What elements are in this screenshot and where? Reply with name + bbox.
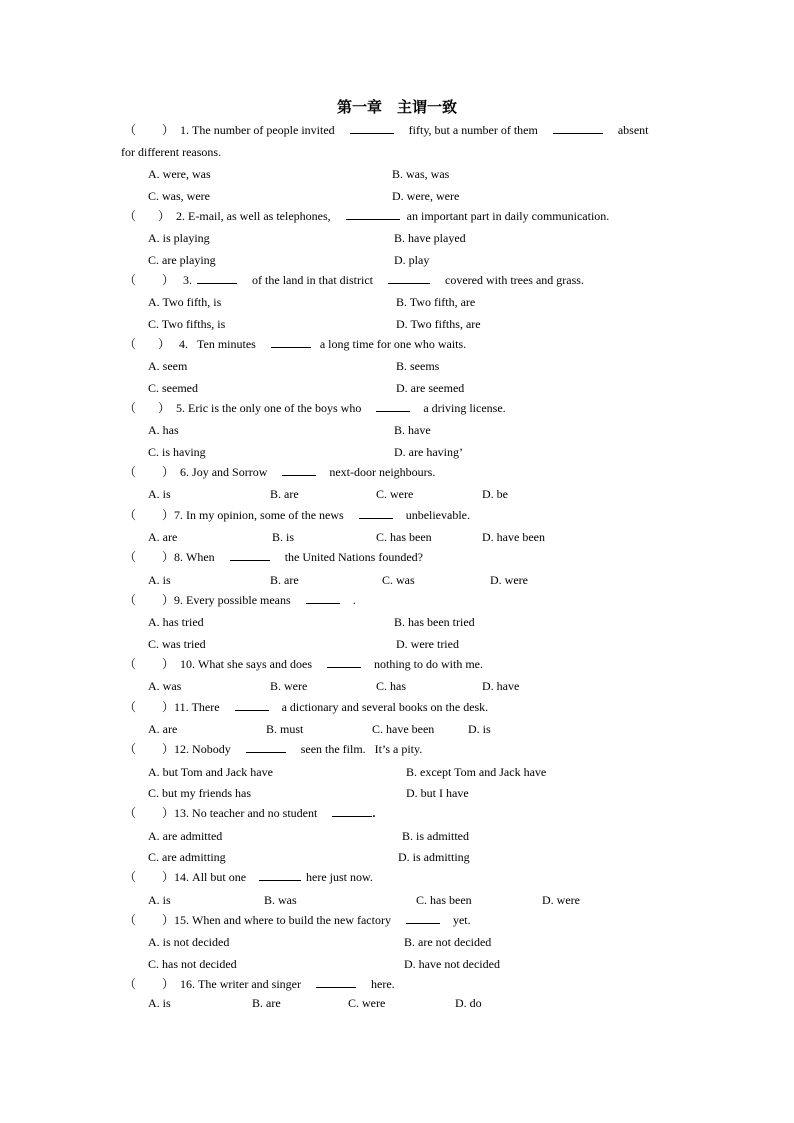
answer-blank[interactable]	[259, 869, 301, 881]
option-b[interactable]: B. is admitted	[402, 829, 469, 843]
question-text: The number of people invited	[192, 123, 335, 137]
answer-paren-open: （	[124, 700, 137, 714]
option-d[interactable]: D. do	[455, 996, 482, 1010]
option-a[interactable]: A. are	[148, 722, 178, 736]
option-d[interactable]: D. Two fifths, are	[396, 317, 481, 331]
option-c[interactable]: C. are playing	[148, 253, 216, 267]
option-a[interactable]: A. has	[148, 423, 179, 437]
answer-paren-open: （	[124, 273, 137, 287]
answer-blank[interactable]	[197, 272, 237, 284]
question-text: The writer and singer	[198, 977, 301, 991]
question-14	[124, 869, 373, 885]
question-text: unbelievable.	[405, 508, 470, 522]
answer-blank[interactable]	[271, 336, 311, 348]
question-text: What she says and does	[198, 657, 313, 671]
answer-paren-close: ）	[158, 337, 171, 351]
question-number: 6.	[180, 465, 190, 479]
option-d[interactable]: D. but I have	[406, 786, 469, 800]
question-text: When and where to build the new factory	[192, 913, 391, 927]
question-text: the United Nations founded?	[284, 550, 423, 564]
question-1	[124, 122, 649, 138]
question-text: a driving license.	[423, 401, 506, 415]
question-number: 7.	[174, 508, 184, 522]
answer-paren-close: ）	[162, 550, 175, 564]
option-d[interactable]: D. have	[482, 679, 520, 693]
answer-paren-close: ）	[158, 401, 171, 415]
answer-blank[interactable]	[235, 699, 269, 711]
answer-paren-open: （	[124, 209, 137, 223]
answer-paren-open: （	[124, 550, 137, 564]
answer-blank[interactable]	[359, 507, 393, 519]
option-c[interactable]: C. seemed	[148, 381, 198, 395]
option-a[interactable]: A. has tried	[148, 615, 204, 629]
option-a[interactable]: A. seem	[148, 359, 188, 373]
option-d[interactable]: D. were tried	[396, 637, 459, 651]
option-c[interactable]: C. has	[376, 679, 406, 693]
question-number: 8.	[174, 550, 184, 564]
option-b[interactable]: B. was, was	[392, 167, 450, 181]
answer-paren-open: （	[124, 465, 137, 479]
question-number: 3.	[183, 273, 193, 287]
option-b[interactable]: B. are	[270, 573, 299, 587]
option-d[interactable]: D. were	[490, 573, 528, 587]
question-text: There	[191, 700, 220, 714]
answer-paren-close: ）	[162, 742, 175, 756]
option-d[interactable]: D. play	[394, 253, 430, 267]
option-b[interactable]: B. has been tried	[394, 615, 475, 629]
question-text: yet.	[452, 913, 471, 927]
option-a[interactable]: A. is	[148, 893, 171, 907]
option-a[interactable]: A. were, was	[148, 167, 211, 181]
option-c[interactable]: C. have been	[372, 722, 435, 736]
answer-paren-close: ）	[162, 593, 175, 607]
answer-blank[interactable]	[376, 400, 410, 412]
question-number: 2.	[176, 209, 186, 223]
question-text: No teacher and no student	[192, 806, 318, 820]
question-text: In my opinion, some of the news	[186, 508, 344, 522]
answer-paren-open: （	[124, 508, 137, 522]
answer-paren-close: ）	[162, 508, 175, 522]
question-number: 14.	[174, 870, 190, 884]
option-c[interactable]: C. Two fifths, is	[148, 317, 226, 331]
option-d[interactable]: D. is	[468, 722, 491, 736]
answer-paren-close: ）	[158, 209, 171, 223]
option-b[interactable]: B. was	[264, 893, 297, 907]
option-b[interactable]: B. are	[252, 996, 281, 1010]
question-12	[124, 741, 422, 757]
option-c[interactable]: C. were	[348, 996, 386, 1010]
option-c[interactable]: C. has been	[416, 893, 472, 907]
question-text: of the land in that district	[252, 273, 374, 287]
question-number: 5.	[176, 401, 186, 415]
question-text: seen the film. It’s a pity.	[300, 742, 423, 756]
option-b[interactable]: B. except Tom and Jack have	[406, 765, 547, 779]
question-number: 11.	[174, 700, 189, 714]
question-9	[124, 592, 356, 608]
question-text: Eric is the only one of the boys who	[188, 401, 362, 415]
option-a[interactable]: A. was	[148, 679, 182, 693]
question-number: 1.	[180, 123, 190, 137]
option-b[interactable]: B. were	[270, 679, 308, 693]
answer-blank[interactable]	[406, 912, 440, 924]
question-text: a dictionary and several books on the desk.	[281, 700, 489, 714]
answer-paren-open: （	[124, 742, 137, 756]
option-c[interactable]: C. was	[382, 573, 415, 587]
question-number: 9.	[174, 593, 184, 607]
option-c[interactable]: C. was tried	[148, 637, 206, 651]
question-number: 16.	[180, 977, 196, 991]
option-a[interactable]: A. are	[148, 530, 178, 544]
question-5	[124, 400, 506, 416]
question-text: an important part in daily communication.	[406, 209, 610, 223]
option-b[interactable]: B. have	[394, 423, 431, 437]
question-1-continued: for different reasons.	[121, 145, 222, 159]
answer-paren-close: ）	[162, 806, 175, 820]
question-13	[124, 805, 375, 821]
question-text: nothing to do with me.	[374, 657, 484, 671]
option-c[interactable]: C. but my friends has	[148, 786, 251, 800]
option-c[interactable]: C. was, were	[148, 189, 210, 203]
answer-paren-open: （	[124, 977, 137, 991]
answer-blank[interactable]	[553, 122, 603, 134]
option-d[interactable]: D. are seemed	[396, 381, 465, 395]
answer-paren-open: （	[124, 806, 137, 820]
question-number: 4.	[179, 337, 189, 351]
question-text: here.	[371, 977, 395, 991]
question-number: 12.	[174, 742, 190, 756]
option-b[interactable]: B. is	[272, 530, 295, 544]
option-b[interactable]: B. are not decided	[404, 935, 492, 949]
option-a[interactable]: A. are admitted	[148, 829, 223, 843]
option-d[interactable]: D. be	[482, 487, 508, 501]
answer-blank[interactable]	[316, 976, 356, 988]
question-number: 15.	[174, 913, 190, 927]
question-text: a long time for one who waits.	[319, 337, 467, 351]
answer-blank[interactable]	[306, 592, 340, 604]
answer-paren-open: （	[124, 870, 137, 884]
option-d[interactable]: D. have not decided	[404, 957, 500, 971]
question-text: here just now.	[306, 870, 373, 884]
answer-paren-open: （	[124, 337, 137, 351]
answer-paren-close: ）	[162, 913, 175, 927]
answer-paren-close: ）	[162, 700, 175, 714]
question-text: Joy and Sorrow	[192, 465, 268, 479]
answer-paren-close: ）	[162, 465, 175, 479]
question-number: 13.	[174, 806, 190, 820]
question-15	[124, 912, 471, 928]
question-text: covered with trees and grass.	[445, 273, 584, 287]
option-c[interactable]: C. has not decided	[148, 957, 237, 971]
option-d[interactable]: D. were	[542, 893, 580, 907]
option-a[interactable]: A. is playing	[148, 231, 210, 245]
answer-paren-open: （	[124, 401, 137, 415]
question-text: next-door neighbours.	[329, 465, 436, 479]
option-a[interactable]: A. but Tom and Jack have	[148, 765, 273, 779]
answer-blank[interactable]	[282, 464, 316, 476]
option-d[interactable]: D. is admitting	[398, 850, 470, 864]
answer-blank[interactable]	[388, 272, 430, 284]
question-2	[124, 208, 609, 224]
answer-blank[interactable]	[350, 122, 394, 134]
option-d[interactable]: D. are having’	[394, 445, 463, 459]
question-text: When	[186, 550, 215, 564]
question-text: .	[352, 593, 356, 607]
answer-paren-close: ）	[162, 870, 175, 884]
answer-paren-open: （	[124, 593, 137, 607]
question-text: Ten minutes	[191, 337, 256, 351]
question-6	[124, 464, 435, 480]
answer-blank[interactable]	[346, 208, 400, 220]
answer-blank[interactable]	[327, 656, 361, 668]
option-a[interactable]: A. Two fifth, is	[148, 295, 222, 309]
option-a[interactable]: A. is not decided	[148, 935, 230, 949]
option-c[interactable]: C. were	[376, 487, 414, 501]
answer-blank[interactable]	[332, 805, 372, 817]
question-16	[124, 976, 395, 992]
option-a[interactable]: A. is	[148, 573, 171, 587]
answer-paren-open: （	[124, 123, 137, 137]
option-b[interactable]: B. have played	[394, 231, 466, 245]
option-d[interactable]: D. were, were	[392, 189, 460, 203]
option-a[interactable]: A. is	[148, 487, 171, 501]
option-b[interactable]: B. Two fifth, are	[396, 295, 476, 309]
question-text: Nobody	[192, 742, 231, 756]
question-text: absent	[617, 123, 649, 137]
option-c[interactable]: C. is having	[148, 445, 206, 459]
option-c[interactable]: C. has been	[376, 530, 432, 544]
question-text: All but one	[192, 870, 247, 884]
option-c[interactable]: C. are admitting	[148, 850, 226, 864]
question-text: fifty, but a number of them	[408, 123, 538, 137]
option-a[interactable]: A. is	[148, 996, 171, 1010]
question-10	[124, 656, 483, 672]
question-4	[124, 336, 466, 352]
question-number: 10.	[180, 657, 196, 671]
question-11	[124, 699, 488, 715]
page-title: 第一章 主谓一致	[336, 98, 457, 116]
question-8	[124, 549, 423, 565]
answer-paren-open: （	[124, 657, 137, 671]
question-7	[124, 507, 470, 523]
question-text: Every possible means	[186, 593, 291, 607]
answer-blank[interactable]	[246, 741, 286, 753]
option-d[interactable]: D. have been	[482, 530, 545, 544]
answer-paren-open: （	[124, 913, 137, 927]
question-text: E-mail, as well as telephones,	[188, 209, 331, 223]
option-b[interactable]: B. seems	[396, 359, 440, 373]
question-text: .	[372, 806, 376, 820]
option-b[interactable]: B. must	[266, 722, 304, 736]
answer-paren-close: ）	[162, 123, 175, 137]
option-b[interactable]: B. are	[270, 487, 299, 501]
answer-paren-close: ）	[162, 977, 175, 991]
answer-paren-close: ）	[162, 273, 175, 287]
answer-blank[interactable]	[230, 549, 270, 561]
question-3	[124, 272, 584, 288]
answer-paren-close: ）	[162, 657, 175, 671]
